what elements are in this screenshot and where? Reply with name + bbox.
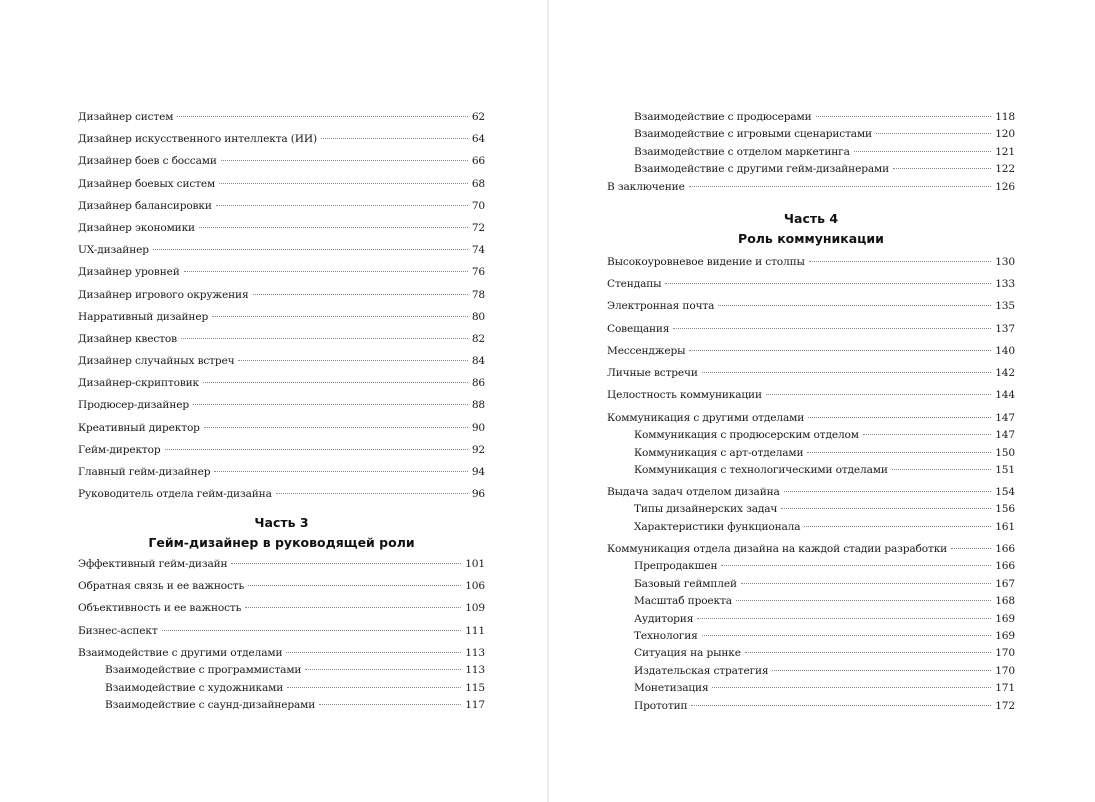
toc-leader-dots bbox=[665, 283, 991, 284]
toc-leader-dots bbox=[804, 526, 991, 527]
toc-entry bbox=[78, 487, 485, 509]
toc-leader-dots bbox=[689, 350, 991, 351]
toc-leader-dots bbox=[691, 705, 991, 706]
toc-leader-dots bbox=[321, 138, 468, 139]
toc-entry-page-number: 170 bbox=[995, 647, 1015, 660]
toc-entry bbox=[78, 199, 485, 221]
toc-entry-title: Взаимодействие с другими отделами bbox=[78, 647, 283, 659]
toc-entry-page-number: 76 bbox=[471, 266, 485, 279]
toc-entry-page-number: 92 bbox=[471, 443, 485, 456]
toc-entry bbox=[78, 265, 485, 287]
toc-leader-dots bbox=[238, 360, 467, 361]
toc-entry-page-number: 166 bbox=[995, 560, 1015, 573]
toc-entry-title: Взаимодействие с игровыми сценаристами bbox=[634, 128, 872, 141]
toc-entry bbox=[607, 446, 1015, 463]
toc-entry-page-number: 142 bbox=[995, 366, 1015, 379]
toc-entry bbox=[78, 288, 485, 310]
toc-entry-page-number: 72 bbox=[471, 221, 485, 234]
toc-entry-page-number: 70 bbox=[471, 199, 485, 212]
toc-leader-dots bbox=[177, 116, 467, 117]
toc-entry-title: Личные встречи bbox=[607, 366, 698, 379]
toc-entry bbox=[607, 629, 1015, 646]
toc-leader-dots bbox=[721, 565, 991, 566]
toc-entry bbox=[78, 698, 485, 715]
toc-list-right-stages bbox=[607, 542, 1015, 716]
toc-leader-dots bbox=[892, 469, 991, 470]
toc-entry-page-number: 106 bbox=[465, 580, 485, 593]
toc-entry-page-number: 151 bbox=[995, 464, 1015, 477]
toc-entry-page-number: 169 bbox=[995, 629, 1015, 642]
toc-entry-title: Масштаб проекта bbox=[634, 595, 732, 608]
toc-entry bbox=[607, 577, 1015, 594]
toc-entry-page-number: 118 bbox=[995, 111, 1015, 123]
toc-entry bbox=[78, 332, 485, 354]
toc-leader-dots bbox=[184, 271, 468, 272]
toc-list-right-communication bbox=[607, 255, 1015, 410]
toc-entry-title: Дизайнер-скриптовик bbox=[78, 377, 200, 390]
toc-entry bbox=[607, 366, 1015, 388]
toc-entry-page-number: 122 bbox=[995, 163, 1015, 176]
toc-entry bbox=[78, 177, 485, 199]
right-page bbox=[607, 0, 1015, 802]
toc-list-right-departments bbox=[607, 411, 1015, 481]
toc-entry-page-number: 135 bbox=[995, 300, 1015, 313]
toc-leader-dots bbox=[253, 294, 468, 295]
toc-entry-title: Взаимодействие с другими гейм-дизайнерами bbox=[634, 163, 890, 176]
toc-entry-page-number: 147 bbox=[995, 412, 1015, 424]
toc-leader-dots bbox=[893, 168, 991, 169]
toc-entry bbox=[78, 376, 485, 398]
toc-entry-page-number: 101 bbox=[465, 558, 485, 570]
toc-leader-dots bbox=[221, 160, 468, 161]
toc-entry-title: Взаимодействие с саунд-дизайнерами bbox=[105, 699, 316, 712]
toc-entry-title: В заключение bbox=[607, 180, 685, 193]
toc-entry-title: Технология bbox=[634, 629, 698, 642]
toc-leader-dots bbox=[816, 116, 992, 117]
toc-leader-dots bbox=[766, 394, 991, 395]
toc-entry-page-number: 117 bbox=[465, 699, 485, 712]
toc-entry-title: Дизайнер искусственного интеллекта (ИИ) bbox=[78, 133, 317, 146]
toc-entry bbox=[607, 388, 1015, 410]
toc-entry bbox=[607, 485, 1015, 502]
part-3-number: Часть 3 bbox=[254, 515, 309, 530]
toc-leader-dots bbox=[673, 328, 991, 329]
toc-entry-page-number: 113 bbox=[465, 664, 485, 677]
toc-leader-dots bbox=[809, 261, 991, 262]
toc-leader-dots bbox=[876, 133, 991, 134]
toc-leader-dots bbox=[214, 471, 467, 472]
toc-entry-page-number: 109 bbox=[465, 602, 485, 615]
toc-entry bbox=[78, 443, 485, 465]
toc-entry-page-number: 111 bbox=[465, 624, 485, 637]
toc-entry-page-number: 166 bbox=[995, 543, 1015, 555]
toc-entry-title: Коммуникация с технологическими отделами bbox=[634, 464, 888, 477]
toc-entry-page-number: 120 bbox=[995, 128, 1015, 141]
toc-entry-title: Базовый геймплей bbox=[634, 577, 737, 590]
toc-list-right-tasks bbox=[607, 485, 1015, 537]
toc-entry bbox=[607, 180, 1015, 197]
toc-entry bbox=[607, 664, 1015, 681]
toc-leader-dots bbox=[772, 670, 991, 671]
toc-entry-page-number: 168 bbox=[995, 595, 1015, 608]
toc-entry-page-number: 62 bbox=[471, 111, 485, 123]
toc-entry-page-number: 66 bbox=[471, 155, 485, 168]
part-3-heading bbox=[78, 514, 485, 551]
toc-entry-page-number: 169 bbox=[995, 612, 1015, 625]
toc-entry-page-number: 154 bbox=[995, 486, 1015, 498]
toc-leader-dots bbox=[702, 372, 991, 373]
toc-entry-title: Взаимодействие с отделом маркетинга bbox=[634, 145, 850, 158]
toc-leader-dots bbox=[231, 563, 461, 564]
part-3-title: Гейм-дизайнер в руководящей роли bbox=[148, 535, 415, 550]
toc-entry-title: Коммуникация с другими отделами bbox=[607, 412, 805, 424]
toc-entry-page-number: 84 bbox=[471, 355, 485, 368]
toc-entry-title: Взаимодействие с художниками bbox=[105, 681, 284, 694]
toc-entry-title: Коммуникация отдела дизайна на каждой стадии разработки bbox=[607, 543, 948, 555]
toc-entry-page-number: 78 bbox=[471, 288, 485, 301]
toc-entry-title: Монетизация bbox=[634, 682, 709, 695]
toc-entry-page-number: 167 bbox=[995, 577, 1015, 590]
toc-leader-dots bbox=[712, 687, 991, 688]
toc-entry-page-number: 133 bbox=[995, 278, 1015, 291]
toc-entry-page-number: 126 bbox=[995, 180, 1015, 193]
toc-leader-dots bbox=[781, 508, 991, 509]
part-4-title: Роль коммуникации bbox=[738, 231, 884, 246]
toc-entry bbox=[78, 557, 485, 579]
toc-entry-page-number: 82 bbox=[471, 332, 485, 345]
toc-entry-title: Дизайнер систем bbox=[78, 111, 174, 123]
toc-entry bbox=[607, 520, 1015, 537]
toc-entry bbox=[607, 502, 1015, 519]
toc-entry-title: Типы дизайнерских задач bbox=[634, 503, 778, 516]
toc-entry-title: Обратная связь и ее важность bbox=[78, 580, 245, 593]
toc-entry-title: Дизайнер случайных встреч bbox=[78, 355, 235, 368]
toc-entry-page-number: 88 bbox=[471, 399, 485, 412]
toc-entry-title: Препродакшен bbox=[634, 560, 718, 573]
toc-entry-title: Бизнес-аспект bbox=[78, 624, 158, 637]
toc-leader-dots bbox=[863, 434, 991, 435]
toc-entry-page-number: 113 bbox=[465, 647, 485, 659]
toc-entry-title: Дизайнер экономики bbox=[78, 221, 195, 234]
toc-entry-page-number: 130 bbox=[995, 256, 1015, 268]
toc-entry-page-number: 171 bbox=[995, 682, 1015, 695]
toc-entry-title: Коммуникация с арт-отделами bbox=[634, 446, 804, 459]
toc-entry-page-number: 64 bbox=[471, 133, 485, 146]
toc-entry-title: Выдача задач отделом дизайна bbox=[607, 486, 780, 498]
toc-entry bbox=[78, 646, 485, 663]
toc-leader-dots bbox=[951, 548, 991, 549]
toc-entry-title: Аудитория bbox=[634, 612, 694, 625]
toc-entry-title: Дизайнер квестов bbox=[78, 332, 177, 345]
toc-entry-title: Издательская стратегия bbox=[634, 664, 769, 677]
toc-entry-page-number: 170 bbox=[995, 664, 1015, 677]
toc-entry bbox=[78, 579, 485, 601]
toc-entry-title: Коммуникация с продюсерским отделом bbox=[634, 429, 859, 442]
toc-leader-dots bbox=[248, 585, 461, 586]
toc-entry bbox=[607, 145, 1015, 162]
toc-entry-title: Взаимодействие с продюсерами bbox=[634, 111, 812, 123]
toc-entry bbox=[607, 542, 1015, 559]
toc-leader-dots bbox=[808, 417, 991, 418]
toc-entry-title: Мессенджеры bbox=[607, 344, 686, 357]
toc-entry bbox=[78, 354, 485, 376]
toc-entry-page-number: 137 bbox=[995, 322, 1015, 335]
toc-entry bbox=[78, 221, 485, 243]
toc-entry-page-number: 94 bbox=[471, 466, 485, 478]
toc-entry-title: Совещания bbox=[607, 322, 670, 335]
toc-entry-title: Высокоуровневое видение и столпы bbox=[607, 256, 805, 268]
toc-entry-title: Креативный директор bbox=[78, 421, 200, 434]
toc-entry-page-number: 172 bbox=[995, 699, 1015, 712]
toc-list-left-roles bbox=[78, 110, 485, 509]
toc-entry-page-number: 156 bbox=[995, 503, 1015, 516]
toc-entry bbox=[607, 299, 1015, 321]
left-page bbox=[78, 0, 485, 802]
toc-entry-title: Электронная почта bbox=[607, 300, 715, 313]
toc-list-left-interaction bbox=[78, 646, 485, 716]
toc-leader-dots bbox=[245, 607, 461, 608]
toc-entry-title: Взаимодействие с программистами bbox=[105, 664, 302, 677]
toc-entry-title: Прототип bbox=[634, 699, 688, 712]
toc-entry-title: Дизайнер уровней bbox=[78, 266, 180, 279]
toc-entry bbox=[607, 612, 1015, 629]
toc-entry bbox=[78, 154, 485, 176]
toc-entry bbox=[78, 243, 485, 265]
toc-entry bbox=[607, 277, 1015, 299]
toc-leader-dots bbox=[689, 186, 992, 187]
toc-entry bbox=[78, 398, 485, 420]
toc-entry bbox=[78, 310, 485, 332]
toc-leader-dots bbox=[212, 316, 468, 317]
toc-leader-dots bbox=[204, 427, 468, 428]
toc-leader-dots bbox=[287, 687, 461, 688]
toc-entry-page-number: 80 bbox=[471, 310, 485, 323]
toc-leader-dots bbox=[162, 630, 462, 631]
toc-leader-dots bbox=[784, 491, 992, 492]
toc-entry-page-number: 147 bbox=[995, 429, 1015, 442]
toc-entry-title: Целостность коммуникации bbox=[607, 389, 762, 402]
toc-leader-dots bbox=[153, 249, 468, 250]
toc-list-right-interaction bbox=[607, 110, 1015, 197]
toc-entry bbox=[607, 411, 1015, 428]
toc-entry-page-number: 90 bbox=[471, 421, 485, 434]
toc-entry bbox=[607, 463, 1015, 480]
part-4-number: Часть 4 bbox=[783, 211, 839, 226]
toc-entry bbox=[607, 162, 1015, 179]
toc-entry bbox=[78, 132, 485, 154]
toc-entry bbox=[607, 344, 1015, 366]
toc-entry-title: Дизайнер боев с боссами bbox=[78, 155, 217, 168]
toc-entry bbox=[607, 559, 1015, 576]
toc-entry-title: Дизайнер боевых систем bbox=[78, 177, 216, 190]
toc-leader-dots bbox=[745, 652, 991, 653]
toc-entry bbox=[78, 601, 485, 623]
toc-entry bbox=[607, 428, 1015, 445]
toc-leader-dots bbox=[702, 635, 992, 636]
toc-entry bbox=[607, 322, 1015, 344]
toc-leader-dots bbox=[718, 305, 991, 306]
toc-leader-dots bbox=[199, 227, 468, 228]
toc-leader-dots bbox=[276, 493, 468, 494]
toc-leader-dots bbox=[807, 452, 991, 453]
toc-leader-dots bbox=[286, 652, 461, 653]
toc-leader-dots bbox=[741, 583, 991, 584]
toc-entry-page-number: 68 bbox=[471, 177, 485, 190]
toc-entry-title: Главный гейм-дизайнер bbox=[78, 466, 211, 478]
toc-entry bbox=[607, 681, 1015, 698]
toc-entry-page-number: 115 bbox=[465, 681, 485, 694]
toc-entry-page-number: 140 bbox=[995, 344, 1015, 357]
toc-entry-title: Дизайнер балансировки bbox=[78, 199, 212, 212]
toc-entry-page-number: 144 bbox=[995, 389, 1015, 402]
page-gutter bbox=[547, 0, 549, 802]
toc-entry-title: Объективность и ее важность bbox=[78, 602, 242, 615]
toc-entry-page-number: 74 bbox=[471, 244, 485, 257]
toc-entry bbox=[607, 255, 1015, 277]
toc-entry-title: Гейм-директор bbox=[78, 443, 161, 456]
toc-leader-dots bbox=[219, 183, 468, 184]
toc-entry bbox=[78, 110, 485, 132]
toc-list-left-leadership bbox=[78, 557, 485, 646]
toc-entry bbox=[607, 594, 1015, 611]
toc-leader-dots bbox=[203, 382, 468, 383]
toc-entry-page-number: 161 bbox=[995, 520, 1015, 533]
toc-leader-dots bbox=[305, 669, 461, 670]
toc-entry-title: Продюсер-дизайнер bbox=[78, 399, 190, 412]
toc-entry-page-number: 121 bbox=[995, 145, 1015, 158]
toc-entry bbox=[607, 646, 1015, 663]
toc-entry bbox=[607, 127, 1015, 144]
toc-entry-title: Дизайнер игрового окружения bbox=[78, 288, 249, 301]
toc-entry-title: Эффективный гейм-дизайн bbox=[78, 558, 228, 570]
toc-entry-title: UX-дизайнер bbox=[78, 244, 149, 257]
toc-leader-dots bbox=[736, 600, 991, 601]
toc-entry bbox=[607, 699, 1015, 716]
toc-entry bbox=[78, 624, 485, 646]
toc-leader-dots bbox=[165, 449, 468, 450]
part-4-heading bbox=[607, 210, 1015, 247]
toc-entry-title: Характеристики функционала bbox=[634, 520, 801, 533]
toc-leader-dots bbox=[216, 205, 468, 206]
toc-leader-dots bbox=[181, 338, 468, 339]
toc-entry-page-number: 86 bbox=[471, 377, 485, 390]
toc-entry-title: Нарративный дизайнер bbox=[78, 310, 209, 323]
toc-entry bbox=[607, 110, 1015, 127]
toc-leader-dots bbox=[193, 404, 468, 405]
toc-entry bbox=[78, 663, 485, 680]
toc-entry bbox=[78, 421, 485, 443]
toc-entry-title: Руководитель отдела гейм-дизайна bbox=[78, 488, 272, 501]
toc-leader-dots bbox=[854, 151, 991, 152]
toc-entry bbox=[78, 681, 485, 698]
toc-entry-title: Ситуация на рынке bbox=[634, 647, 741, 660]
toc-entry bbox=[78, 465, 485, 487]
toc-entry-page-number: 96 bbox=[471, 488, 485, 501]
toc-entry-title: Стендапы bbox=[607, 278, 662, 291]
toc-leader-dots bbox=[697, 618, 991, 619]
toc-entry-page-number: 150 bbox=[995, 446, 1015, 459]
toc-leader-dots bbox=[319, 704, 461, 705]
